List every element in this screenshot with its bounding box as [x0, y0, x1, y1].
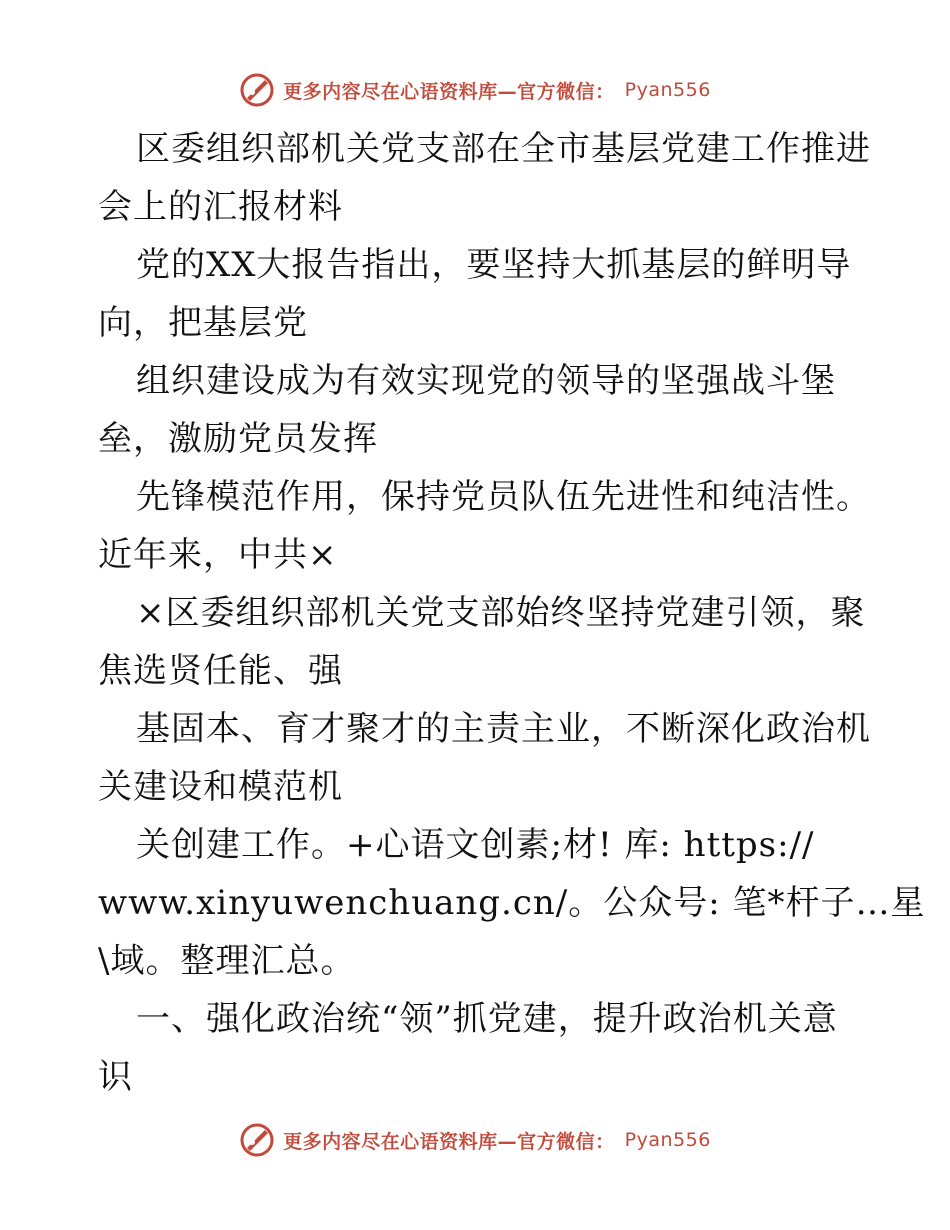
watermark-account: Pyan556	[624, 1129, 711, 1151]
paragraph-line: 焦选贤任能、强	[98, 651, 343, 691]
pen-logo-icon	[239, 1122, 275, 1158]
watermark-text: 更多内容尽在心语资料库—官方微信：	[283, 1130, 615, 1153]
paragraph-line: 党的XX大报告指出，要坚持大抓基层的鲜明导	[136, 245, 852, 285]
paragraph-line: 近年来，中共×	[98, 535, 338, 575]
paragraph-line: 基固本、育才聚才的主责主业，不断深化政治机	[136, 709, 871, 749]
paragraph-line: \域。整理汇总。	[98, 941, 356, 981]
paragraph-line: 关建设和模范机	[98, 767, 343, 807]
paragraph-line: 关创建工作。+心语文创素;材! 库: https://	[136, 825, 815, 865]
paragraph-line: ×区委组织部机关党支部始终坚持党建引领，聚	[136, 593, 866, 633]
title-line-2: 会上的汇报材料	[98, 187, 343, 227]
paragraph-line: 组织建设成为有效实现党的领导的坚强战斗堡	[136, 361, 836, 401]
watermark-account: Pyan556	[624, 79, 711, 101]
document-body	[98, 120, 926, 1106]
section-heading-line: 识	[98, 1057, 133, 1097]
paragraph-line: 垒，激励党员发挥	[98, 419, 378, 459]
watermark-footer	[0, 1120, 950, 1160]
watermark-text: 更多内容尽在心语资料库—官方微信：	[283, 80, 615, 103]
paragraph-line: 先锋模范作用，保持党员队伍先进性和纯洁性。	[136, 477, 871, 517]
title-line-1: 区委组织部机关党支部在全市基层党建工作推进	[136, 129, 871, 169]
watermark-header	[0, 70, 950, 110]
paragraph-line: www.xinyuwenchuang.cn/。公众号: 笔*杆子…星	[98, 883, 926, 923]
paragraph-line: 向，把基层党	[98, 303, 308, 343]
pen-logo-icon	[239, 72, 275, 108]
section-heading-line: 一、强化政治统“领”抓党建，提升政治机关意	[136, 999, 838, 1039]
